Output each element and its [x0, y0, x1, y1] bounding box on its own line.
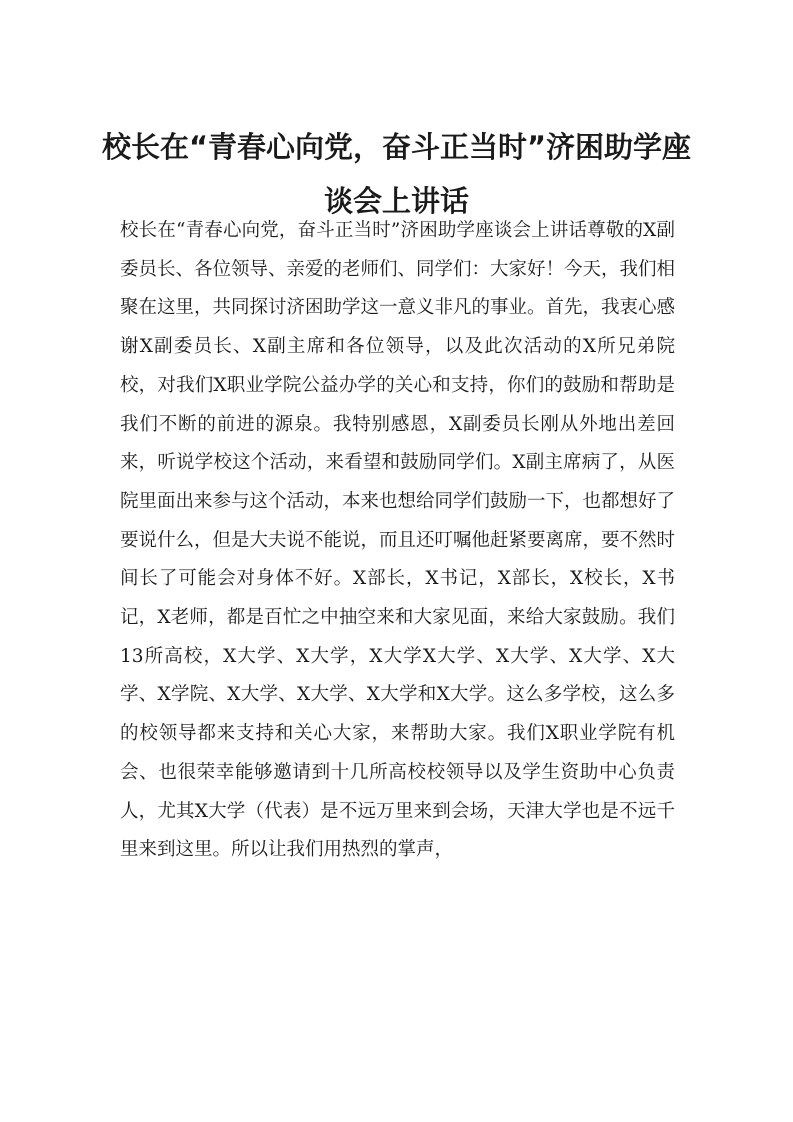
document-body: 校长在“青春心向党，奋斗正当时”济困助学座谈会上讲话尊敬的X副委员长、各位领导、亲爱的老师们、同学们：大家好！今天，我们相聚在这里，共同探讨济困助学这一意义非凡的事业。首先，我衷心感谢X副委员长、X副主席和各位领导，以及此次活动的X所兄弟院校，对我们X职业学院公益办学的关心和支持，你们的鼓励和帮助是我们不断的前进的源泉。我特别感恩，X副委员长刚从外地出差回来，听说学校这个活动，来看望和鼓励同学们。X副主席病了，从医院里面出来参与这个活动，本来也想给同学们鼓励一下，也都想好了要说什么，但是大夫说不能说，而且还叮嘱他赶紧要离席，要不然时间长了可能会对身体不好。X部长，X书记，X部长，X校长，X书记，X老师，都是百忙之中抽空来和大家见面，来给大家鼓励。我们13所高校，X大学、X大学，X大学X大学、X大学、X大学、X大学、X学院、X大学、X大学、X大学和X大学。这么多学校，这么多的校领导都来支持和关心大家，来帮助大家。我们X职业学院有机会、也很荣幸能够邀请到十几所高校校领导以及学生资助中心负责人，尤其X大学（代表）是不远万里来到会场，天津大学也是不远千里来到这里。所以让我们用热烈的掌声， — [120, 220, 676, 861]
document-title: 校长在“青春心向党，奋斗正当时”济困助学座谈会上讲话 — [101, 130, 692, 218]
